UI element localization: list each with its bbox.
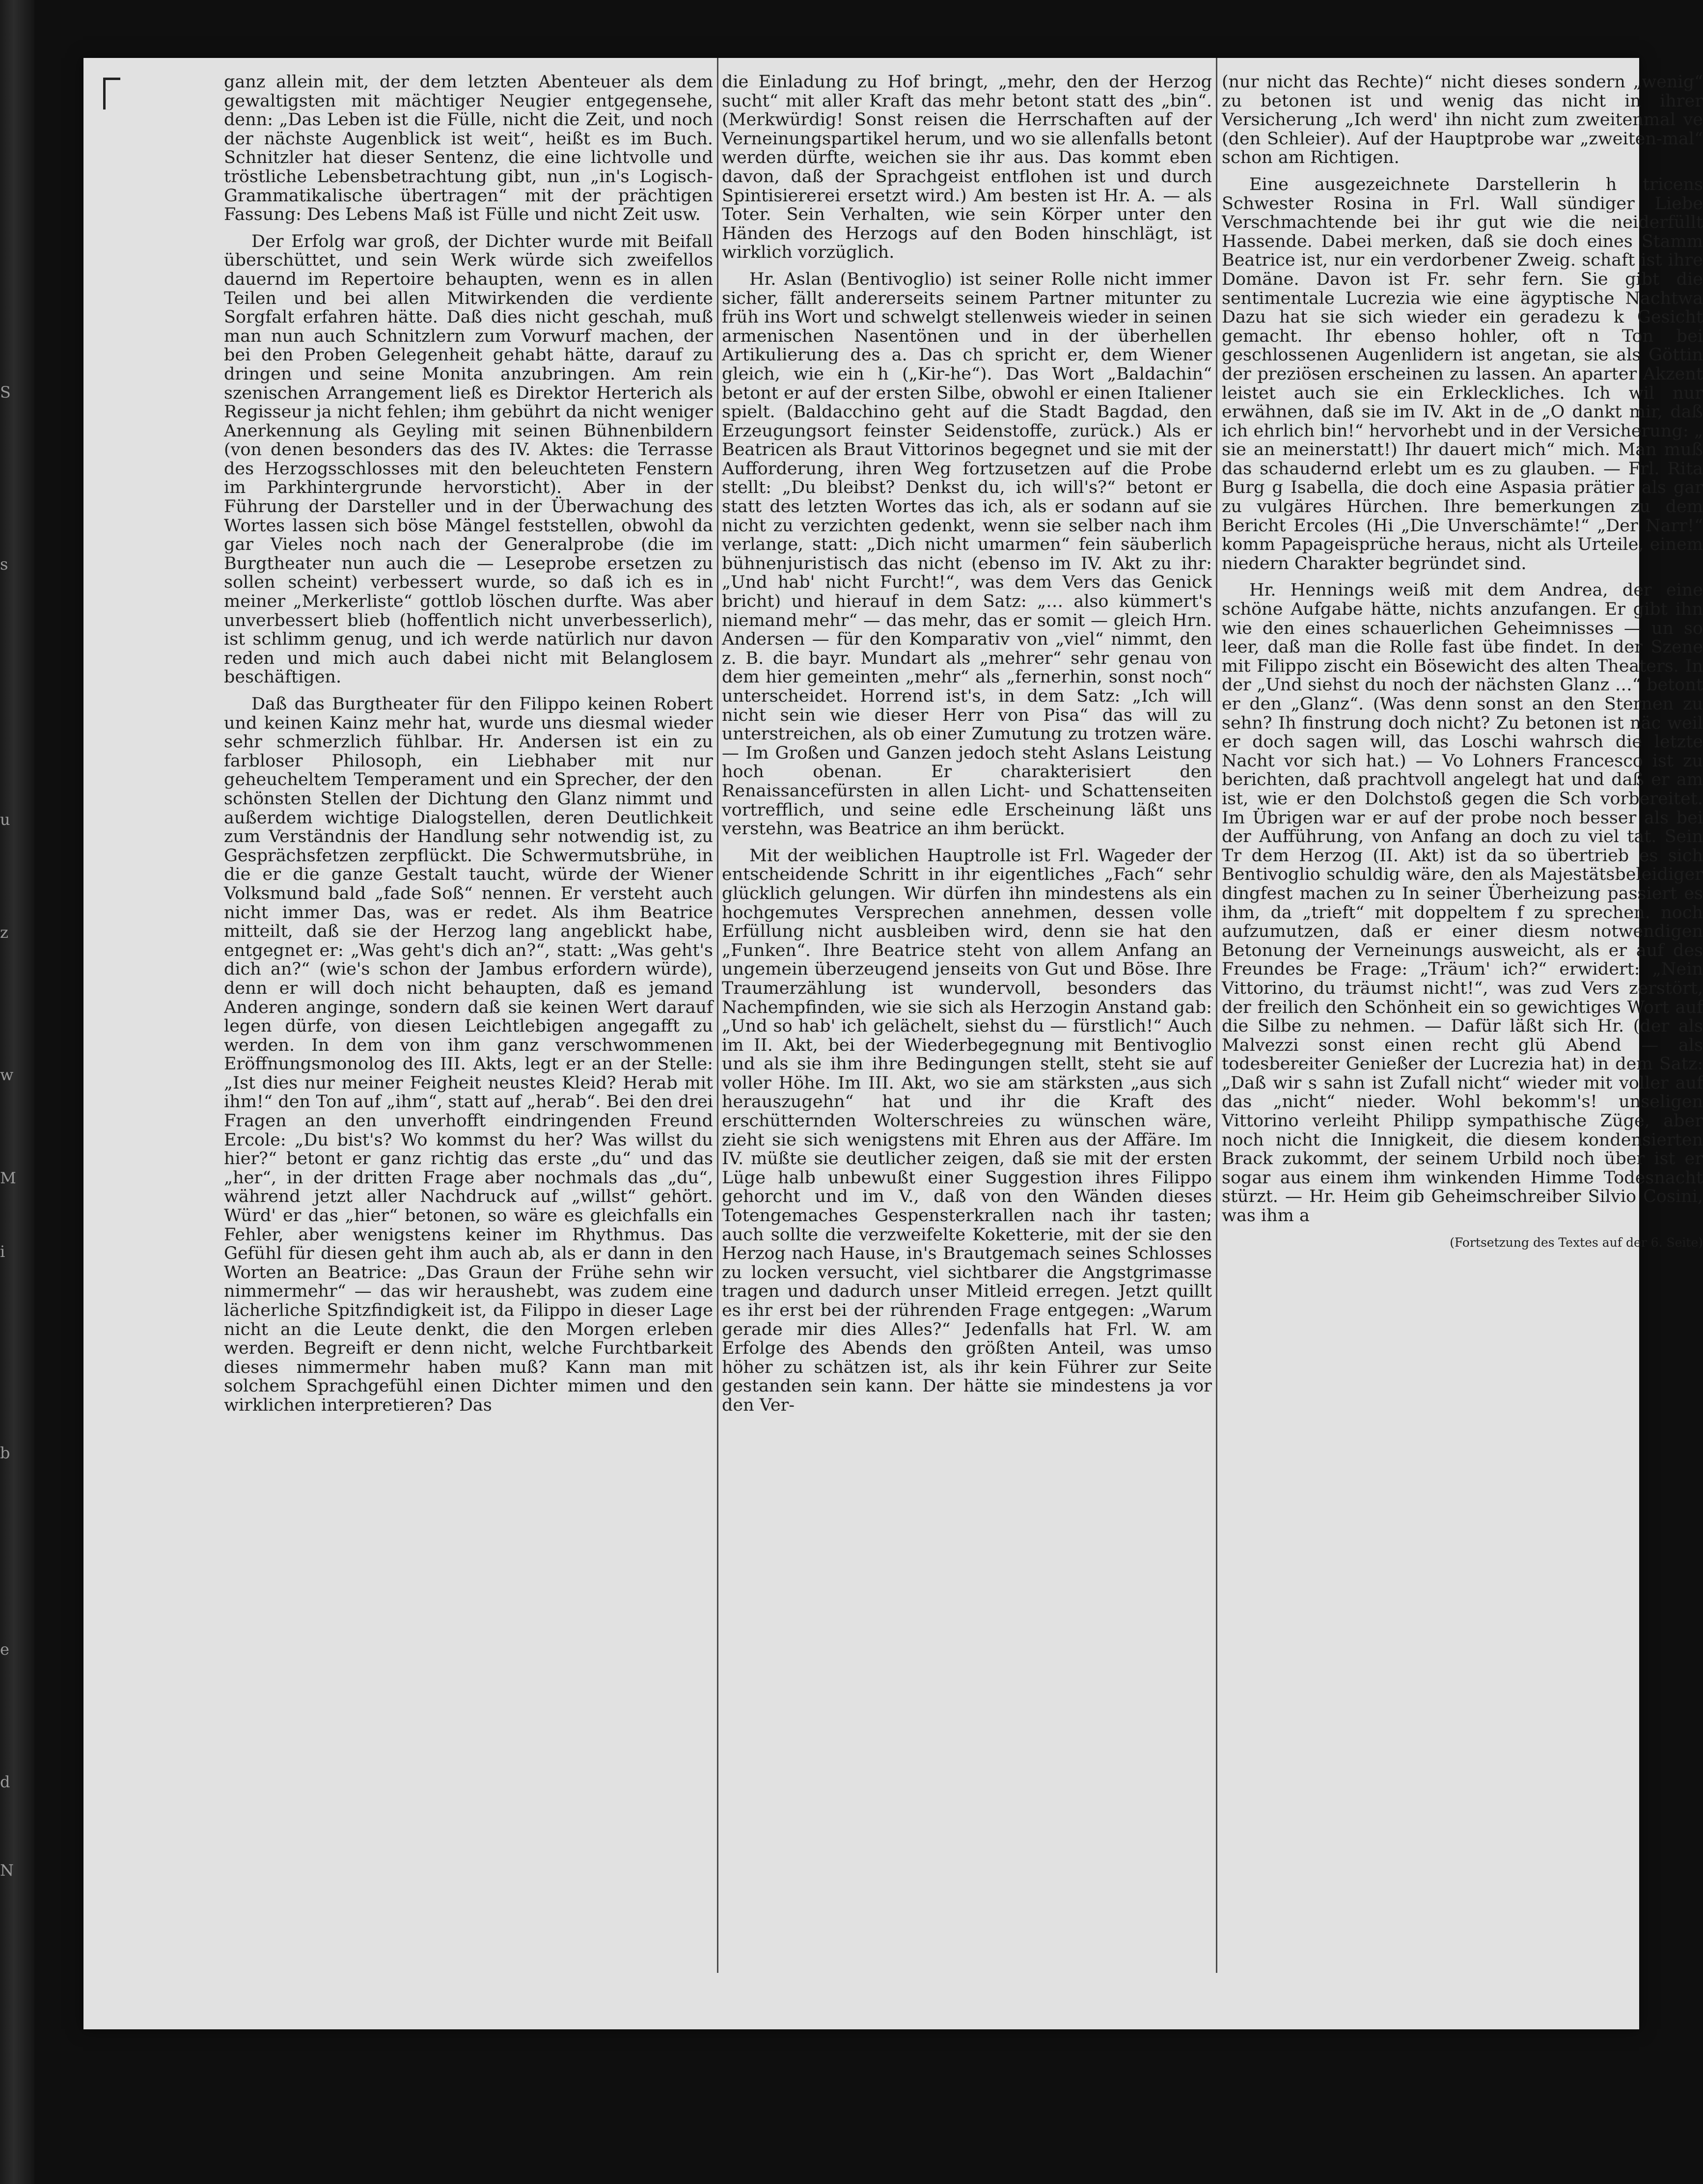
- paragraph: Mit der weiblichen Hauptrolle ist Frl. Wageder der entscheidende Schritt in ihr eigentliches „Fach“ sehr glücklich gelungen. Wir dürfen ihn mindestens als ein hochgemutes Versprechen annehmen, dessen volle Erfüllung nicht ausbleiben wird, denn sie hat den „Funken“. Ihre Beatrice steht von allem Anfang an ungemein überzeugend jenseits von Gut und Böse. Ihre Traumerzählung ist wundervoll, besonders das Nachempfinden, wie sie sich als Herzogin Anstand gab: „Und so hab' ich gelächelt, siehst du — fürstlich!“ Auch im II. Akt, bei der Wiederbegegnung mit Bentivoglio und als sie ihm ihre Bedingungen stellt, steht sie auf voller Höhe. Im III. Akt, wo sie am stärksten „aus sich herauszugehn“ hat und ihr die Kraft des erschütternden Wolterschreies zu wünschen wäre, zieht sie sich wenigstens mit Ehren aus der Affäre. Im IV. müßte sie deutlicher zeigen, daß sie mit der ersten Lüge halb unbewußt einer Suggestion ihres Filippo gehorcht und im V., daß von den Wänden dieses Totengemaches Gespensterkrallen nach ihr tasten; auch sollte die verzweifelte Koketterie, mit der sie den Herzog nach Hause, in's Brautgemach seines Schlosses zu locken versucht, viel sichtbarer die Angstgrimasse tragen und dadurch unser Mitleid erregen. Jetzt quillt es ihr erst bei der rührenden Frage entgegen: „Warum gerade mir dies Alles?“ Jedenfalls hat Frl. W. am Erfolge des Abends den größten Anteil, was umso höher zu schätzen ist, als ihr kein Führer zur Seite gestanden sein kann. Der hätte sie mindestens ja vor den Ver-: [722, 846, 1212, 1415]
- text-column-3: [1222, 73, 1703, 1968]
- paragraph: (nur nicht das Rechte)“ nicht dieses sondern „wenig“ zu betonen ist und wenig das nicht in ihrer Versicherung „Ich werd' ihn nicht zum zweitenmal ve (den Schleier). Auf der Hauptprobe war „zweiten-mal“ schon am Richtigen.: [1222, 72, 1703, 168]
- adjacent-page-edge: [0, 0, 34, 2184]
- edge-fragment: b: [0, 1444, 10, 1462]
- paragraph: Daß das Burgtheater für den Filippo keinen Robert und keinen Kainz mehr hat, wurde uns diesmal wieder sehr schmerzlich fühlbar. Hr. Andersen ist ein zu farbloser Philosoph, ein Liebhaber mit nur geheucheltem Temperament und ein Sprecher, der den schönsten Stellen der Dichtung den Glanz nimmt und außerdem wichtige Dialogstellen, deren Deutlichkeit zum Verständnis der Handlung sehr notwendig ist, zu Gesprächsfetzen zerpflückt. Die Schwermutsbrühe, in die er die ganze Gestalt taucht, würde der Wiener Volksmund bald „fade Soß“ nennen. Er versteht auch nicht immer Das, was er redet. Als ihm Beatrice mitteilt, daß sie der Herzog lang angeblickt habe, entgegnet er: „Was geht's dich an?“, statt: „Was geht's dich an?“ (wie's schon der Jambus erfordern würde), denn er will doch nicht behaupten, daß es jemand Anderen anginge, sondern daß sie keinen Wert darauf legen dürfe, von diesen Leichtlebigen angegafft zu werden. In dem von ihm ganz verschwommenen Eröffnungsmonolog des III. Akts, legt er an der Stelle: „Ist dies nur meiner Feigheit neustes Kleid? Herab mit ihm!“ den Ton auf „ihm“, statt auf „herab“. Bei den drei Fragen an den unverhofft eindringenden Freund Ercole: „Du bist's? Wo kommst du her? Was willst du hier?“ betont er ganz richtig das erste „du“ und das „her“, in der dritten Frage aber nochmals das „du“, während jetzt aller Nachdruck auf „willst“ gehört. Würd' er das „hier“ betonen, so wäre es gleichfalls ein Fehler, aber wenigstens keiner im Rhythmus. Das Gefühl für diesen geht ihm auch ab, als er dann in den Worten an Beatrice: „Das Graun der Frühe sehn wir nimmermehr“ — das wir heraushebt, was zudem eine lächerliche Spitzfindigkeit ist, da Filippo in dieser Lage nicht an die Leute denkt, die den Morgen erleben werden. Begreift er denn nicht, welche Furchtbarkeit dieses nimmermehr haben muß? Kann man mit solchem Sprachgefühl einen Dichter mimen und den wirklichen interpretieren? Das: [224, 694, 713, 1415]
- edge-fragment: N: [0, 1861, 14, 1880]
- paragraph: die Einladung zu Hof bringt, „mehr, den der Herzog sucht“ mit aller Kraft das mehr betont statt des „bin“. (Merkwürdig! Sonst reisen die Herrschaften auf der Verneinungspartikel herum, und wo sie allenfalls betont werden dürfte, weichen sie ihr aus. Das kommt eben davon, daß der Sprachgeist entflohen ist und durch Spintisiererei ersetzt wird.) Am besten ist Hr. A. — als Toter. Sein Verhalten, wie sein Körper unter den Händen des Herzogs auf den Boden hinschlägt, ist wirklich vorzüglich.: [722, 72, 1212, 263]
- edge-fragment: S: [0, 383, 11, 402]
- paragraph: ganz allein mit, der dem letzten Abenteuer als dem gewaltigsten mit mächtiger Neugier entgegensehe, denn: „Das Leben ist die Fülle, nicht die Zeit, und noch der nächste Augenblick ist weit“, heißt es im Buch. Schnitzler hat dieser Sentenz, die eine lichtvolle und tröstliche Lebensbetrachtung gibt, nun „in's Logisch-Grammatikalische übertragen“ mit der prächtigen Fassung: Des Lebens Maß ist Fülle und nicht Zeit usw.: [224, 72, 713, 225]
- paragraph: Der Erfolg war groß, der Dichter wurde mit Beifall überschüttet, und sein Werk würde sich zweifellos dauernd im Repertoire behaupten, wenn es in allen Teilen und bei allen Mitwirkenden die verdiente Sorgfalt erfahren hätte. Daß dies nicht geschah, muß man nun auch Schnitzlern zum Vorwurf machen, der bei den Proben Gelegenheit gehabt hätte, darauf zu dringen und seine Monita anzubringen. Am rein szenischen Arrangement ließ es Direktor Herterich als Regisseur ja nicht fehlen; ihm gebührt da nicht weniger Anerkennung als Geyling mit seinen Bühnenbildern (von denen besonders das des IV. Aktes: die Terrasse des Herzogsschlosses mit den beleuchteten Fenstern im Parkhintergrunde hervorsticht). Aber in der Führung der Darsteller und in der Überwachung des Wortes lassen sich böse Mängel feststellen, obwohl da gar Vieles noch nach der Generalprobe (die im Burgtheater nun auch die — Leseprobe ersetzen zu sollen scheint) verbessert wurde, so daß ich es in meiner „Merkerliste“ gottlob löschen durfte. Was aber unverbessert blieb (hoffentlich nicht unverbesserlich), ist schlimm genug, und ich werde natürlich nur davon reden und mich auch dabei nicht mit Belanglosem beschäftigen.: [224, 231, 713, 687]
- edge-fragment: M: [0, 1169, 16, 1187]
- column-rule: [717, 58, 718, 1973]
- newspaper-page: [83, 58, 1703, 2029]
- continuation-note: (Fortsetzung des Textes auf der 6. Seite): [1450, 1235, 1703, 1250]
- edge-fragment: s: [0, 555, 8, 573]
- crop-mark: [103, 78, 120, 109]
- column-rule: [1216, 58, 1217, 1973]
- edge-fragment: z: [0, 923, 8, 942]
- paragraph: Eine ausgezeichnete Darstellerin h tricens Schwester Rosina in Frl. Wall sündiger Liebe Verschmachtende bei ihr gut wie die neiderfüllt Hassende. Dabei merken, daß sie doch eines Stamm Beatrice ist, nur ein verdorbener Zweig. schaft ist ihre Domäne. Davon ist Fr. sehr fern. Sie gibt die sentimentale Lucrezia wie eine ägyptische Nachtwa Dazu hat sie sich wieder ein geradezu k Gesicht gemacht. Ihr ebenso hohler, oft n Ton bei geschlossenen Augenlidern ist angetan, sie als Göttin der preziösen erscheinen zu lassen. An aparter Akzent leistet auch sie ein Erkleckliches. Ich wil nur erwähnen, daß sie im IV. Akt in de „O dankt mir, daß ich ehrlich bin!“ hervorhebt und in der Versicherung: „ sie an meinerstatt!) Ihr dauert mich“ mich. Man muß das schaudernd erlebt um es zu glauben. — Frl. Rita Burg g Isabella, die doch eine Aspasia prätier als gar zu vulgäres Hürchen. Ihre bemerkungen zu dem Bericht Ercoles (Hi „Die Unverschämte!“ „Der Narr!“ komm Papageisprüche heraus, nicht als Urteile, einem niedern Charakter begründet sind.: [1222, 174, 1703, 573]
- paragraph: Hr. Aslan (Bentivoglio) ist seiner Rolle nicht immer sicher, fällt andererseits seinem Partner mitunter zu früh ins Wort und schwelgt stellenweis wieder in seinen armenischen Nasentönen und in der überhellen Artikulierung des a. Das ch spricht er, dem Wiener gleich, wie ein h („Kir-he“). Das Wort „Baldachin“ betont er auf der ersten Silbe, obwohl er einen Italiener spielt. (Baldacchino geht auf die Stadt Bagdad, den Erzeugungsort feinster Seidenstoffe, zurück.) Als er Beatricen als Braut Vittorinos begegnet und sie mit der Aufforderung, ihren Weg fortzusetzen auf die Probe stellt: „Du bleibst? Denkst du, ich will's?“ betont er statt des letzten Wortes das ich, als er sodann auf sie nicht zu verzichten gedenkt, wenn sie selber nach ihm verlange, statt: „Dich nicht umarmen“ fein säuberlich bühnenjuristisch das nicht (ebenso im IV. Akt zu ihr: „Und hab' nicht Furcht!“, was dem Vers das Genick bricht) und hierauf in dem Satz: „… also kümmert's niemand mehr“ — das mehr, das er somit — gleich Hrn. Andersen — für den Komparativ von „viel“ nimmt, den z. B. die bayr. Mundart als „mehrer“ sehr genau von dem hier gemeinten „mehr“ als „fernerhin, sonst noch“ unterscheidet. Horrend ist's, in dem Satz: „Ich will nicht sein wie dieser Herr von Pisa“ das will zu unterstreichen, als ob einer Zumutung zu trotzen wäre. — Im Großen und Ganzen jedoch steht Aslans Leistung hoch obenan. Er charakterisiert den Renaissancefürsten in allen Licht- und Schattenseiten vortrefflich, und seine edle Erscheinung läßt uns verstehn, was Beatrice an ihm berückt.: [722, 269, 1212, 839]
- edge-fragment: i: [0, 1242, 5, 1261]
- paragraph: Hr. Hennings weiß mit dem Andrea, der eine schöne Aufgabe hätte, nichts anzufangen. Er gibt ihn wie den eines schauerlichen Geheimnisses — un so leer, daß man die Rolle fast übe findet. In der Szene mit Filippo zischt ein Bösewicht des alten Theaters. In der „Und siehst du noch der nächsten Glanz …“ betont er den „Glanz“. (Was denn sonst an den Sternen zu sehn? Ih finstrung doch nicht? Zu betonen ist näc weil er doch sagen will, das Loschi wahrsch die letzte Nacht vor sich hat.) — Vo Lohners Francesco ist zu berichten, daß prachtvoll angelegt hat und daß er am ist, wie er den Dolchstoß gegen die Sch vorbereitet. Im Übrigen war er auf der probe noch besser als bei der Aufführung, von Anfang an doch zu viel tat. Sein Tr dem Herzog (II. Akt) ist da so übertrieb es sich Bentivoglio schuldig wäre, den als Majestätsbeleidiger dingfest machen zu In seiner Überheizung passiert es ihm, da „trieft“ mit doppeltem f zu sprechen. noch aufzumutzen, daß er einer diesm notwendigen Betonung der Verneinungs ausweicht, als er auf des Freundes be Frage: „Träum' ich?“ erwidert: „Nein Vittorino, du träumst nicht!“, was zud Vers zerstört, der freilich den Schönheit ein so gewichtiges Wort auf die Silbe zu nehmen. — Dafür läßt sich Hr. (der als Malvezzi sonst einen recht glü Abend — als todesbereiter Genießer der Lucrezia hat) in dem Satz: „Daß wir s sahn ist Zufall nicht“ wieder mit voller auf das „nicht“ nieder. Wohl bekomm's! unseligen Vittorino verleiht Philipp sympathische Züge, aber noch nicht die Innigkeit, die diesem kondensierten Brack zukommt, der seinem Urbild noch über ist er sogar aus einem ihm winkenden Himme Todesnacht stürzt. — Hr. Heim gib Geheimschreiber Silvio Cosini, was ihm a: [1222, 580, 1703, 1226]
- text-column-1: [224, 73, 713, 1968]
- text-column-2: [722, 73, 1212, 1968]
- edge-fragment: u: [0, 810, 10, 829]
- edge-fragment: w: [0, 1065, 14, 1084]
- edge-fragment: e: [0, 1640, 9, 1659]
- edge-fragment: d: [0, 1773, 10, 1791]
